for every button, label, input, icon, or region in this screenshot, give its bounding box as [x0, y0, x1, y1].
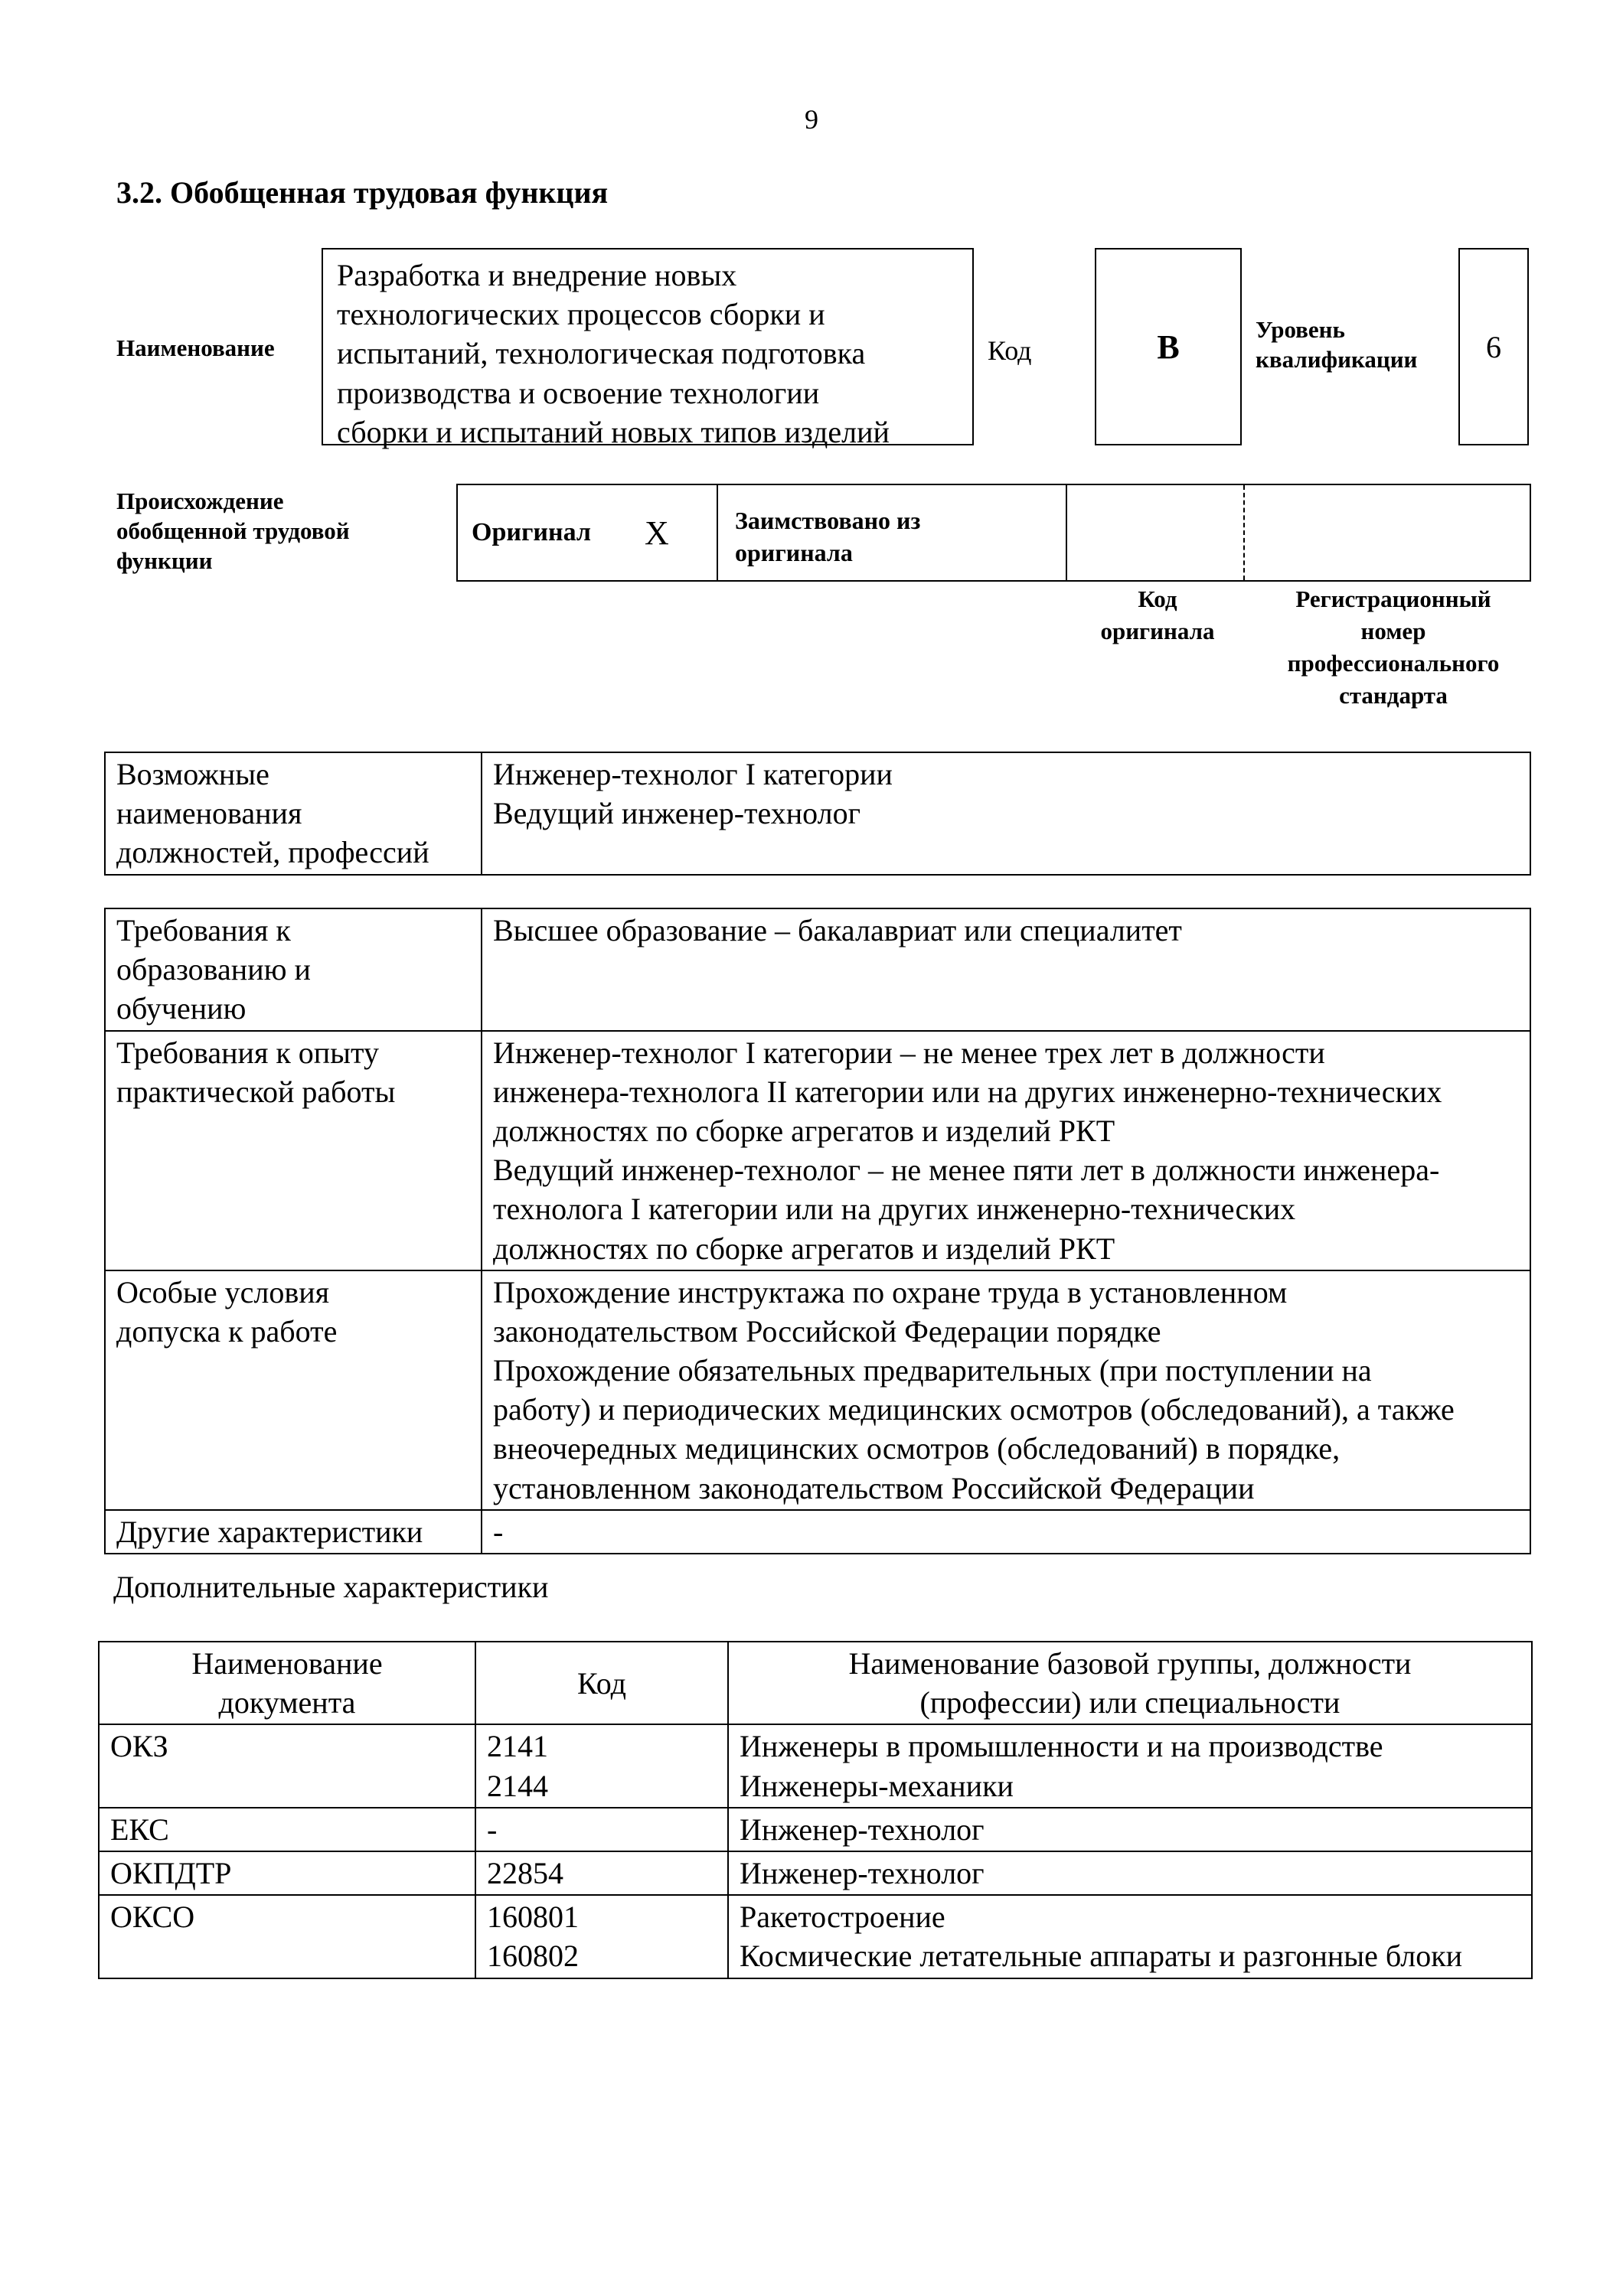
- value-line: должностях по сборке агрегатов и изделий РКТ: [493, 1231, 1115, 1266]
- header-name-cell: [728, 1642, 1532, 1724]
- name-line: Инженеры в промышленности и на производстве: [740, 1729, 1383, 1764]
- function-name-line: технологических процессов сборки и: [337, 297, 825, 332]
- page-number: 9: [805, 104, 818, 135]
- doc-name: ЕКС: [110, 1812, 169, 1847]
- table-row: [99, 1895, 1532, 1978]
- name-line: Космические летательные аппараты и разгонные блоки: [740, 1939, 1463, 1974]
- label-line: должностей, профессий: [116, 835, 429, 870]
- name-line: Ракетостроение: [740, 1900, 945, 1935]
- name-label: Наименование: [116, 334, 275, 361]
- origin-row: [456, 484, 1531, 582]
- level-label-line: квалификации: [1256, 345, 1418, 373]
- name-cell: [728, 1851, 1532, 1895]
- value-line: технолога I категории или на других инженерно-технических: [493, 1192, 1296, 1227]
- table-row: [105, 752, 1530, 875]
- origin-code-cell: [1067, 485, 1245, 580]
- value-line: Ведущий инженер-технолог: [493, 796, 860, 831]
- doc-name: ОКСО: [110, 1900, 195, 1935]
- code-box: [1095, 248, 1242, 445]
- header-line: (профессии) или специальности: [919, 1685, 1341, 1720]
- caption-line: профессионального: [1287, 649, 1500, 677]
- level-box: [1458, 248, 1529, 445]
- header-doc-cell: [99, 1642, 475, 1724]
- level-label-line: Уровень: [1256, 316, 1345, 343]
- label-line: обучению: [116, 991, 247, 1026]
- value-line: работу) и периодических медицинских осмотров (обследований), а также: [493, 1392, 1455, 1427]
- function-name-line: производства и освоение технологии: [337, 375, 820, 410]
- borrowed-line: Заимствовано из: [735, 507, 921, 534]
- value-line: законодательством Российской Федерации порядке: [493, 1313, 1161, 1349]
- other-label-cell: [105, 1510, 482, 1554]
- additional-title: Дополнительные характеристики: [113, 1570, 549, 1604]
- origin-label-line: функции: [116, 546, 213, 574]
- code-label: Код: [988, 335, 1032, 366]
- value-line: Прохождение инструктажа по охране труда в установленном: [493, 1274, 1288, 1309]
- origin-label-line: Происхождение: [116, 488, 284, 514]
- table-row: [99, 1851, 1532, 1895]
- positions-value-cell: [482, 752, 1530, 875]
- experience-value-cell: [482, 1031, 1530, 1270]
- positions-label-cell: [105, 752, 482, 875]
- level-value: 6: [1486, 329, 1501, 364]
- code-line: 160801: [487, 1900, 579, 1935]
- name-cell: [728, 1895, 1532, 1978]
- value-line: должностях по сборке агрегатов и изделий РКТ: [493, 1113, 1115, 1148]
- other-value-cell: [482, 1510, 1530, 1554]
- code-cell: [475, 1808, 728, 1851]
- section-title: 3.2. Обобщенная трудовая функция: [116, 175, 609, 210]
- label-line: Возможные: [116, 757, 269, 791]
- value-line: Высшее образование – бакалавриат или специалитет: [493, 913, 1182, 947]
- label-line: практической работы: [116, 1074, 396, 1109]
- table-row: [99, 1808, 1532, 1851]
- code-cell: [475, 1724, 728, 1807]
- function-name-line: сборки и испытаний новых типов изделий: [337, 414, 890, 449]
- code-line: 2144: [487, 1768, 548, 1803]
- table-row: [105, 1031, 1530, 1270]
- origin-borrowed-cell: [718, 485, 1067, 580]
- value-line: внеочередных медицинских осмотров (обследований) в порядке,: [493, 1431, 1341, 1466]
- table-row: [105, 1270, 1530, 1510]
- origin-original-cell: [458, 485, 718, 580]
- code-line: 22854: [487, 1855, 563, 1890]
- caption-line: Регистрационный: [1295, 585, 1491, 612]
- value-line: установленном законодательством Российской Федерации: [493, 1470, 1255, 1505]
- origin-label: [116, 487, 350, 576]
- header-line: Код: [577, 1665, 626, 1701]
- value-line: -: [493, 1514, 504, 1549]
- code-line: -: [487, 1812, 498, 1847]
- value-line: инженера-технолога II категории или на других инженерно-технических: [493, 1074, 1442, 1109]
- function-name-line: Разработка и внедрение новых: [337, 258, 737, 292]
- doc-name: ОКЗ: [110, 1729, 168, 1764]
- doc-cell: [99, 1724, 475, 1807]
- education-value-cell: [482, 908, 1530, 1031]
- label-line: наименования: [116, 796, 302, 831]
- code-line: 160802: [487, 1939, 579, 1974]
- origin-reg-cell: [1245, 485, 1530, 580]
- admission-label-cell: [105, 1270, 482, 1510]
- header-line: Наименование: [191, 1646, 383, 1681]
- label-line: образованию и: [116, 952, 311, 987]
- borrowed-line: оригинала: [735, 538, 853, 566]
- code-cell: [475, 1851, 728, 1895]
- table-row: [99, 1724, 1532, 1807]
- positions-table: [104, 752, 1531, 876]
- experience-label-cell: [105, 1031, 482, 1270]
- caption-line: оригинала: [1100, 617, 1215, 644]
- caption-line: Код: [1138, 585, 1177, 612]
- label-line: Требования к: [116, 913, 291, 947]
- code-value: В: [1157, 328, 1180, 366]
- code-cell: [475, 1895, 728, 1978]
- doc-name: ОКПДТР: [110, 1855, 232, 1890]
- table-header-row: [99, 1642, 1532, 1724]
- table-row: [105, 908, 1530, 1031]
- additional-table: [98, 1641, 1533, 1979]
- name-line: Инженер-технолог: [740, 1812, 985, 1847]
- label-line: Особые условия: [116, 1274, 330, 1309]
- admission-value-cell: [482, 1270, 1530, 1510]
- value-line: Инженер-технолог I категории: [493, 757, 893, 791]
- education-label-cell: [105, 908, 482, 1031]
- value-line: Прохождение обязательных предварительных (при поступлении на: [493, 1353, 1372, 1388]
- value-line: Ведущий инженер-технолог – не менее пяти лет в должности инженера-: [493, 1153, 1440, 1188]
- function-name-box: [322, 248, 974, 449]
- origin-label-line: обобщенной трудовой: [116, 517, 350, 544]
- code-line: 2141: [487, 1729, 548, 1764]
- original-mark: Х: [644, 514, 669, 552]
- label-line: допуска к работе: [116, 1313, 338, 1349]
- name-line: Инженеры-механики: [740, 1768, 1014, 1803]
- name-cell: [728, 1724, 1532, 1807]
- level-label: [1256, 315, 1417, 375]
- value-line: Инженер-технолог I категории – не менее трех лет в должности: [493, 1035, 1325, 1070]
- function-name-line: испытаний, технологическая подготовка: [337, 336, 866, 371]
- label-line: Требования к опыту: [116, 1035, 380, 1070]
- requirements-table: [104, 908, 1531, 1554]
- header-line: Наименование базовой группы, должности: [848, 1646, 1412, 1681]
- reg-number-caption: [1256, 583, 1531, 711]
- name-line: Инженер-технолог: [740, 1855, 985, 1890]
- header-code-cell: [475, 1642, 728, 1724]
- label-line: Другие характеристики: [116, 1514, 423, 1549]
- caption-line: номер: [1360, 617, 1426, 644]
- table-row: [105, 1510, 1530, 1554]
- header-line: документа: [218, 1685, 356, 1720]
- caption-line: стандарта: [1339, 681, 1448, 709]
- doc-cell: [99, 1851, 475, 1895]
- code-original-caption: [1069, 583, 1246, 647]
- name-cell: [728, 1808, 1532, 1851]
- doc-cell: [99, 1808, 475, 1851]
- doc-cell: [99, 1895, 475, 1978]
- original-label: Оригинал: [472, 518, 591, 546]
